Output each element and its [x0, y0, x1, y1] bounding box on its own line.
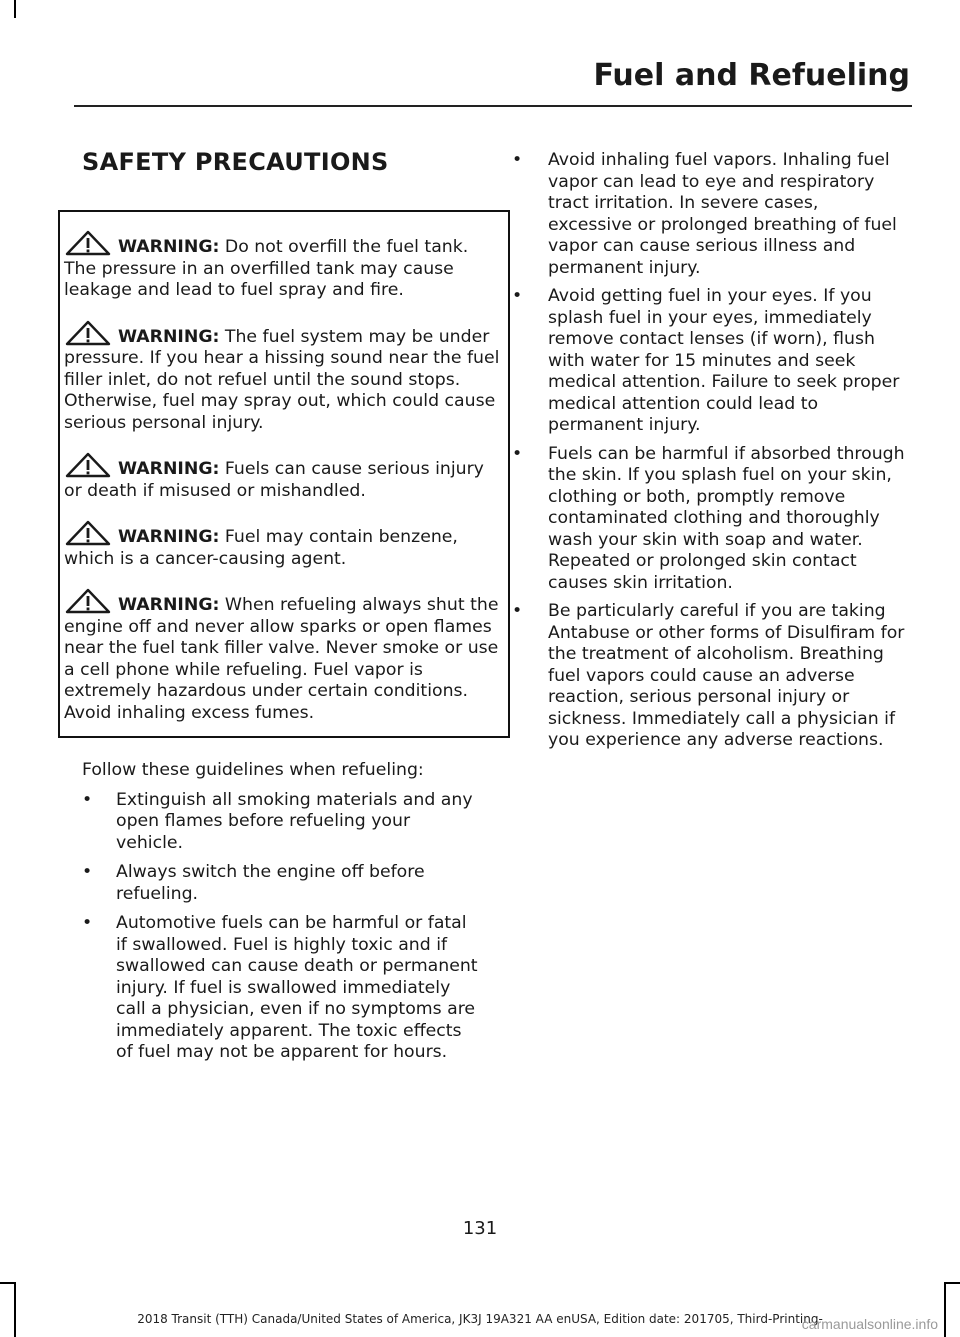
crop-mark-bottom-right	[944, 1282, 946, 1337]
list-item	[512, 286, 907, 437]
list-item-text: Extinguish all smoking materials and any open flames before refueling your vehicle.	[116, 789, 473, 853]
warning-item	[64, 520, 503, 570]
list-item	[82, 790, 482, 855]
warning-triangle-icon	[64, 588, 112, 614]
header-rule	[74, 105, 912, 107]
warning-label: WARNING:	[118, 527, 220, 547]
crop-mark-bottom-right-h	[944, 1282, 960, 1284]
warning-triangle-icon	[64, 230, 112, 256]
guidelines-intro: Follow these guidelines when refueling:	[82, 760, 424, 780]
warning-item	[64, 452, 503, 502]
warning-triangle-icon	[64, 520, 112, 546]
section-title: SAFETY PRECAUTIONS	[82, 148, 389, 176]
warning-text: Fuels can cause serious injury or death if misused or mishandled.	[64, 459, 484, 501]
bullet-icon: •	[512, 286, 523, 306]
list-item-text: Automotive fuels can be harmful or fatal if swallowed. Fuel is highly toxic and if swallowed can cause death or permanent injury. If fuel is swallowed immediately call a physician, even if no symptoms are immediately apparent. The toxic effects of fuel may not be apparent for hours.	[116, 913, 478, 1062]
warning-text: Fuel may contain benzene, which is a cancer-causing agent.	[64, 527, 458, 569]
page-header-title: Fuel and Refueling	[593, 58, 910, 93]
list-item	[512, 150, 907, 279]
list-item	[512, 601, 907, 752]
warning-triangle-icon	[64, 452, 112, 478]
warning-triangle-icon	[64, 320, 112, 346]
watermark: carmanualsonline.info	[801, 1316, 938, 1332]
footer-edition-info: 2018 Transit (TTH) Canada/United States of America, JK3J 19A321 AA enUSA, Edition date: 201705, Third-Printing-	[137, 1312, 823, 1326]
list-item	[82, 862, 482, 905]
warning-label: WARNING:	[118, 326, 220, 347]
warning-label: WARNING:	[118, 237, 220, 257]
right-column	[512, 150, 907, 759]
bullet-icon: •	[512, 601, 523, 621]
warning-item	[64, 320, 503, 435]
bullet-icon: •	[82, 862, 93, 882]
crop-mark-bottom-left	[14, 1282, 16, 1337]
left-column	[64, 140, 500, 1072]
bullet-icon: •	[512, 443, 523, 464]
list-item-text: Fuels can be harmful if absorbed through the skin. If you splash fuel on your skin, clothing or both, promptly remove contaminated clothing and thoroughly wash your skin with soap and water. Repeated or prolonged skin contact causes skin irritation.	[548, 443, 905, 593]
crop-mark-bottom-left-h	[0, 1282, 16, 1284]
warning-item	[64, 230, 503, 302]
list-item-text: Always switch the engine off before refueling.	[116, 862, 425, 904]
page-number: 131	[462, 1218, 498, 1239]
warning-box	[58, 210, 510, 738]
warning-text: When refueling always shut the engine off and never allow sparks or open flames near the fuel tank filler valve. Never smoke or use a cell phone while refueling. Fuel vapor is extremely hazardous under certain conditions. Avoid inhaling excess fumes.	[64, 595, 499, 723]
warning-label: WARNING:	[118, 459, 220, 479]
warning-text: The fuel system may be under pressure. If you hear a hissing sound near the fuel filler inlet, do not refuel until the sound stops. Otherwise, fuel may spray out, which could cause serious personal injury.	[64, 326, 500, 433]
list-item-text: Avoid getting fuel in your eyes. If you splash fuel in your eyes, immediately remove contact lenses (if worn), flush with water for 15 minutes and seek medical attention. Failure to seek proper medical attention could lead to permanent injury.	[548, 286, 900, 435]
warning-label: WARNING:	[118, 595, 220, 615]
list-item-text: Be particularly careful if you are taking Antabuse or other forms of Disulfiram for the treatment of alcoholism. Breathing fuel vapors could cause an adverse reaction, serious personal injury or sickness. Immediately call a physician if you experience any adverse reactions.	[548, 601, 905, 750]
left-bullet-list	[82, 790, 482, 1064]
warning-item	[64, 588, 503, 724]
bullet-icon: •	[82, 913, 93, 933]
bullet-icon: •	[512, 150, 523, 170]
list-item	[512, 444, 907, 595]
warning-text: Do not overfill the fuel tank. The pressure in an overfilled tank may cause leakage and lead to fuel spray and fire.	[64, 237, 469, 300]
list-item	[82, 913, 482, 1064]
bullet-icon: •	[82, 789, 93, 810]
list-item-text: Avoid inhaling fuel vapors. Inhaling fuel vapor can lead to eye and respiratory tract irritation. In severe cases, excessive or prolonged breathing of fuel vapor can cause serious illness and permanent injury.	[548, 150, 897, 278]
crop-mark-top-left	[14, 0, 16, 18]
right-bullet-list	[512, 150, 907, 752]
